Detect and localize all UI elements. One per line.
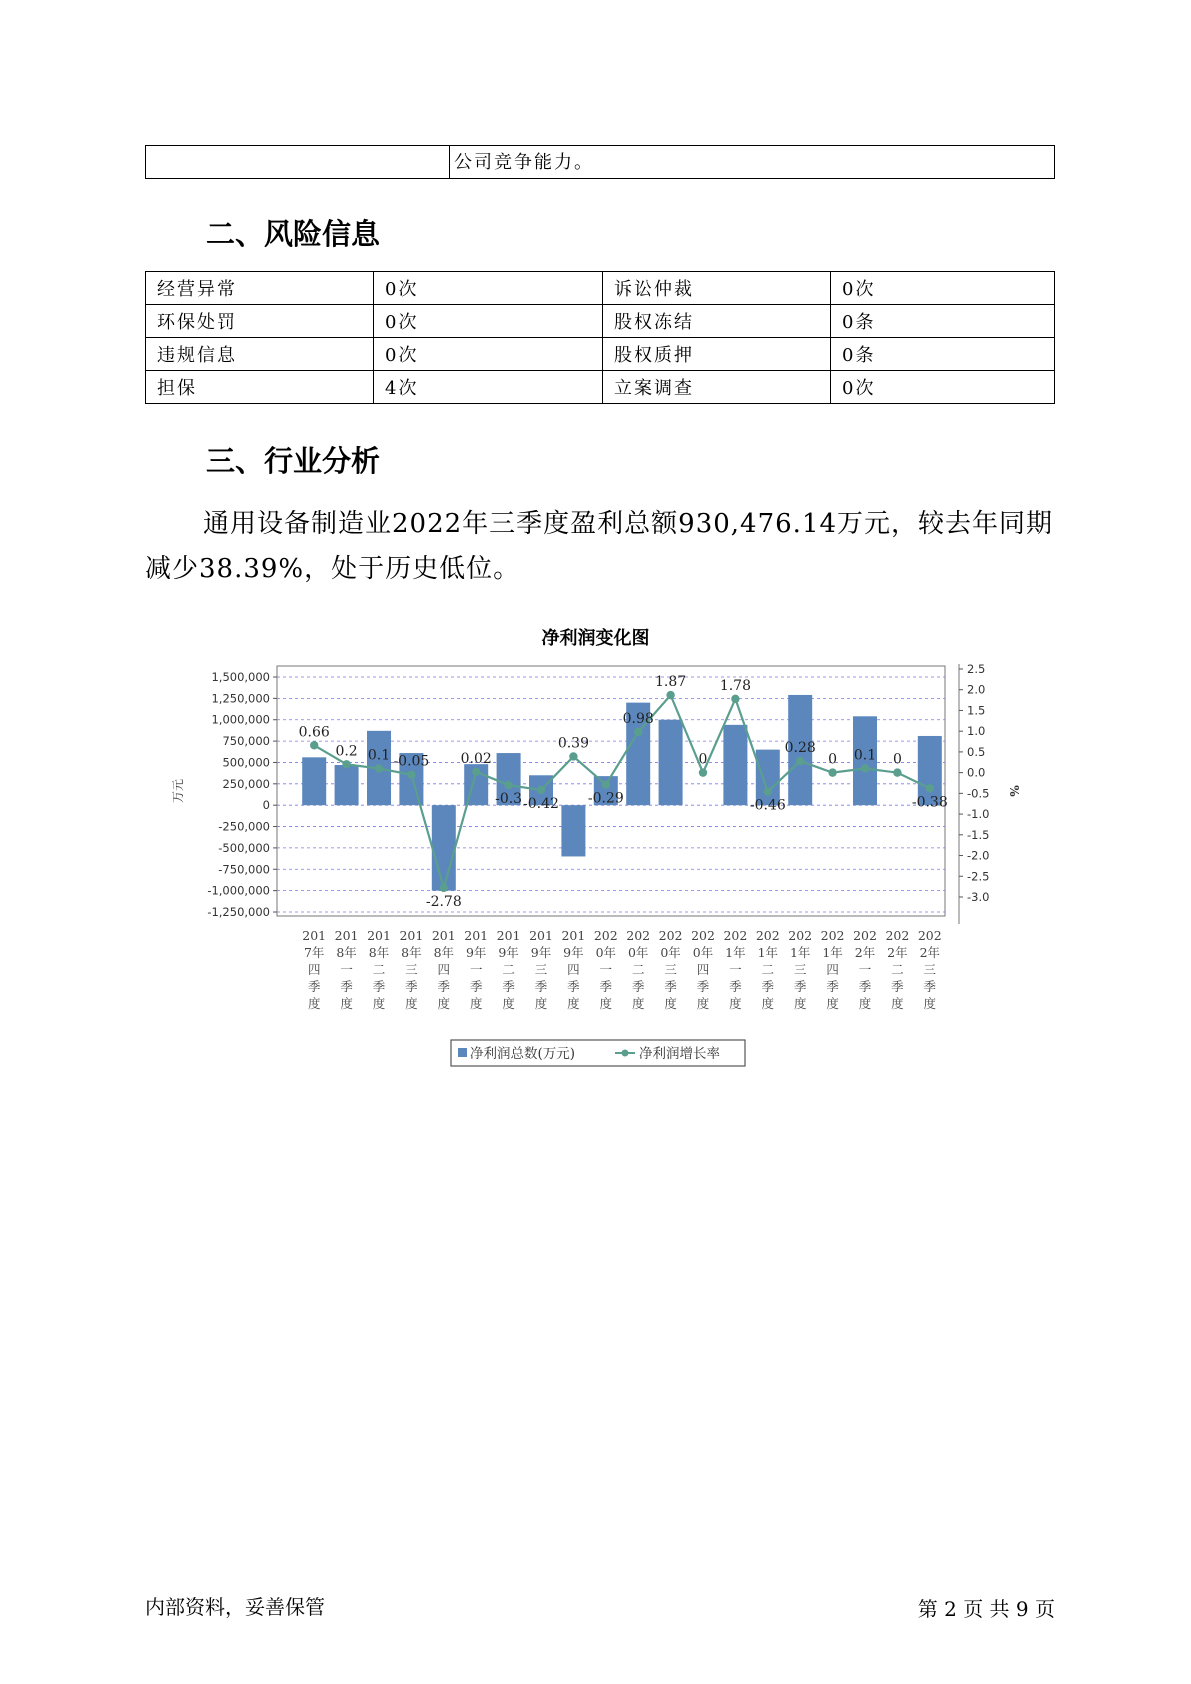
x-tick-label: 度 <box>729 996 742 1011</box>
x-tick-label: 201 <box>367 928 391 943</box>
footer-page-number: 第 2 页 共 9 页 <box>917 1597 1055 1621</box>
section-heading-risk: 二、风险信息 <box>206 217 381 251</box>
risk-value: 0次 <box>831 371 1055 404</box>
x-tick-label: 季 <box>891 979 904 994</box>
x-tick-label: 一 <box>340 962 353 977</box>
y-right-tick-label: -1.5 <box>967 827 990 842</box>
y-left-tick-label: -750,000 <box>218 862 270 877</box>
x-tick-label: 四 <box>696 962 710 977</box>
x-tick-label: 201 <box>561 928 586 943</box>
x-tick-label: 度 <box>502 996 515 1011</box>
data-label: 0 <box>892 751 902 768</box>
risk-label: 立案调查 <box>603 371 831 404</box>
y-right-tick-label: -2.0 <box>967 848 990 863</box>
x-tick-label: 2年 <box>919 945 941 960</box>
x-tick-label: 四 <box>307 962 321 977</box>
y-right-tick-label: -0.5 <box>967 786 990 801</box>
data-label: 1.87 <box>655 674 687 691</box>
x-tick-label: 四 <box>437 962 451 977</box>
x-tick-label: 8年 <box>433 945 455 960</box>
data-label: 0.98 <box>622 711 654 728</box>
x-tick-label: 度 <box>631 996 645 1011</box>
x-tick-label: 二 <box>631 962 645 977</box>
chart-title: 净利润变化图 <box>541 628 650 649</box>
x-tick-label: 季 <box>599 979 613 994</box>
x-tick-label: 季 <box>469 979 483 994</box>
footer-confidential-note: 内部资料，妥善保管 <box>145 1595 325 1619</box>
y-left-tick-label: 1,000,000 <box>211 712 270 727</box>
x-tick-label: 度 <box>599 996 613 1011</box>
x-tick-label: 度 <box>405 996 418 1011</box>
x-tick-label: 9年 <box>563 945 584 960</box>
data-label: 0.66 <box>298 724 330 741</box>
y-right-tick-label: 2.0 <box>967 682 986 697</box>
bar <box>561 805 585 856</box>
x-tick-label: 1年 <box>725 945 746 960</box>
x-tick-label: 202 <box>593 928 618 943</box>
x-tick-label: 季 <box>405 979 418 994</box>
bar <box>335 765 359 805</box>
x-tick-label: 202 <box>885 928 910 943</box>
y-left-tick-label: 0 <box>262 798 270 813</box>
data-label: 0 <box>828 751 838 768</box>
data-label: 0.1 <box>853 747 877 764</box>
x-tick-label: 二 <box>761 962 775 977</box>
x-tick-label: 0年 <box>660 945 681 960</box>
y-left-tick-label: 500,000 <box>222 755 270 770</box>
x-tick-label: 三 <box>534 962 548 977</box>
x-tick-label: 7年 <box>303 945 325 960</box>
x-tick-label: 季 <box>923 979 937 994</box>
growth-rate-point <box>764 788 772 796</box>
table-row <box>146 272 1055 305</box>
y-right-tick-label: -1.0 <box>967 807 990 822</box>
legend-swatch-bar <box>458 1048 467 1057</box>
data-label: 1.78 <box>719 677 751 694</box>
risk-label: 股权冻结 <box>603 305 831 338</box>
x-tick-label: 201 <box>464 928 489 943</box>
x-tick-label: 202 <box>658 928 683 943</box>
growth-rate-point <box>504 781 512 789</box>
x-tick-label: 202 <box>788 928 813 943</box>
x-tick-label: 一 <box>729 962 742 977</box>
y-left-tick-label: 750,000 <box>222 734 270 749</box>
x-tick-label: 一 <box>858 962 872 977</box>
risk-label: 股权质押 <box>603 338 831 371</box>
x-tick-label: 度 <box>437 996 451 1011</box>
data-label: 0.1 <box>367 747 391 764</box>
x-tick-label: 202 <box>917 928 942 943</box>
legend-swatch-point <box>622 1050 629 1057</box>
x-tick-label: 0年 <box>595 945 617 960</box>
x-tick-label: 8年 <box>368 945 390 960</box>
risk-value: 0次 <box>374 305 603 338</box>
growth-rate-point <box>602 780 610 788</box>
x-tick-label: 二 <box>372 962 386 977</box>
risk-label: 环保处罚 <box>146 305 374 338</box>
x-tick-label: 季 <box>729 979 742 994</box>
data-label: -0.3 <box>495 791 523 808</box>
x-tick-label: 季 <box>793 979 807 994</box>
table-row <box>146 305 1055 338</box>
x-tick-label: 季 <box>858 979 872 994</box>
growth-rate-point <box>407 771 415 779</box>
y-right-tick-label: 2.5 <box>967 662 986 676</box>
risk-label: 经营异常 <box>146 272 374 305</box>
data-label: -0.42 <box>523 796 559 813</box>
x-tick-label: 一 <box>469 962 483 977</box>
x-tick-label: 度 <box>307 996 321 1011</box>
y-left-axis-title: 万元 <box>171 778 185 804</box>
x-tick-label: 1年 <box>822 945 843 960</box>
x-tick-label: 四 <box>826 962 839 977</box>
risk-info-table <box>145 271 1055 404</box>
data-label: 0.28 <box>784 740 816 757</box>
y-left-tick-label: -1,250,000 <box>207 905 270 919</box>
x-tick-label: 四 <box>567 962 580 977</box>
growth-rate-point <box>926 784 934 792</box>
x-tick-label: 度 <box>664 996 677 1011</box>
x-tick-label: 三 <box>664 962 677 977</box>
risk-value: 0次 <box>374 338 603 371</box>
y-right-tick-label: 0.5 <box>967 744 986 759</box>
legend-label: 净利润增长率 <box>639 1046 720 1062</box>
growth-rate-point <box>634 728 642 736</box>
x-tick-label: 度 <box>372 996 386 1011</box>
x-tick-label: 202 <box>755 928 780 943</box>
x-tick-label: 度 <box>826 996 839 1011</box>
risk-value: 0条 <box>831 338 1055 371</box>
bar <box>659 720 683 805</box>
growth-rate-point <box>666 691 674 699</box>
x-tick-label: 二 <box>502 962 515 977</box>
y-right-tick-label: -3.0 <box>967 890 990 904</box>
x-tick-label: 201 <box>496 928 521 943</box>
x-tick-label: 季 <box>761 979 775 994</box>
x-tick-label: 度 <box>891 996 904 1011</box>
data-label: -0.46 <box>749 797 786 814</box>
x-tick-label: 季 <box>372 979 386 994</box>
data-label: -0.38 <box>911 794 948 811</box>
x-tick-label: 9年 <box>530 945 552 960</box>
x-tick-label: 201 <box>334 928 359 943</box>
risk-label: 违规信息 <box>146 338 374 371</box>
growth-rate-point <box>472 768 480 776</box>
growth-rate-point <box>893 768 901 776</box>
x-tick-label: 8年 <box>401 945 422 960</box>
x-tick-label: 8年 <box>336 945 357 960</box>
x-tick-label: 季 <box>826 979 839 994</box>
risk-value: 0条 <box>831 305 1055 338</box>
growth-rate-point <box>342 760 350 768</box>
x-tick-label: 9年 <box>465 945 487 960</box>
growth-rate-point <box>796 757 804 765</box>
x-tick-label: 202 <box>853 928 877 943</box>
y-left-tick-label: -250,000 <box>218 819 270 834</box>
x-tick-label: 0年 <box>627 945 649 960</box>
x-tick-label: 度 <box>469 996 483 1011</box>
x-tick-label: 度 <box>858 996 872 1011</box>
x-tick-label: 三 <box>923 962 937 977</box>
growth-rate-point <box>569 752 577 760</box>
x-tick-label: 季 <box>340 979 353 994</box>
table-row <box>146 338 1055 371</box>
x-tick-label: 季 <box>307 979 321 994</box>
x-tick-label: 201 <box>529 928 553 943</box>
industry-paragraph: 通用设备制造业2022年三季度盈利总额930,476.14万元，较去年同期减少38.39%，处于历史低位。 <box>145 509 1054 584</box>
data-label: 0.2 <box>335 743 358 760</box>
x-tick-label: 度 <box>534 996 548 1011</box>
bar <box>723 725 747 805</box>
y-left-tick-label: -1,000,000 <box>207 883 270 898</box>
growth-rate-point <box>731 695 739 703</box>
y-right-tick-label: -2.5 <box>967 869 990 884</box>
x-tick-label: 度 <box>567 996 580 1011</box>
x-tick-label: 201 <box>399 928 424 943</box>
x-tick-label: 201 <box>431 928 456 943</box>
x-tick-label: 季 <box>437 979 451 994</box>
risk-value: 4次 <box>374 371 603 404</box>
growth-rate-point <box>375 764 383 772</box>
x-tick-label: 201 <box>302 928 327 943</box>
x-tick-label: 1年 <box>757 945 779 960</box>
legend-label: 净利润总数(万元) <box>470 1046 576 1062</box>
risk-value: 0次 <box>831 272 1055 305</box>
data-label: 0.39 <box>557 735 589 752</box>
bar <box>302 757 326 805</box>
x-tick-label: 202 <box>691 928 715 943</box>
x-tick-label: 季 <box>502 979 515 994</box>
x-tick-label: 1年 <box>789 945 811 960</box>
growth-rate-point <box>861 764 869 772</box>
data-label: -0.29 <box>587 790 624 807</box>
top-table-row <box>145 145 1055 179</box>
data-label: 0.02 <box>460 750 492 767</box>
growth-rate-point <box>699 768 707 776</box>
x-tick-label: 9年 <box>498 945 519 960</box>
growth-rate-point <box>440 884 448 892</box>
x-tick-label: 三 <box>793 962 807 977</box>
x-tick-label: 2年 <box>887 945 908 960</box>
x-tick-label: 季 <box>534 979 548 994</box>
y-left-tick-label: -500,000 <box>218 840 270 855</box>
x-tick-label: 度 <box>761 996 775 1011</box>
x-tick-label: 2年 <box>854 945 876 960</box>
x-tick-label: 202 <box>723 928 748 943</box>
growth-rate-point <box>828 768 836 776</box>
x-tick-label: 度 <box>340 996 353 1011</box>
y-right-axis-title: % <box>1007 785 1021 797</box>
x-tick-label: 度 <box>793 996 807 1011</box>
y-right-tick-label: 0.0 <box>967 765 986 780</box>
data-label: -0.05 <box>393 753 430 770</box>
x-tick-label: 0年 <box>692 945 714 960</box>
data-label: 0 <box>698 751 708 768</box>
x-tick-label: 一 <box>599 962 613 977</box>
x-tick-label: 二 <box>891 962 904 977</box>
top-table-text-cell: 公司竞争能力。 <box>454 152 594 173</box>
x-tick-label: 季 <box>567 979 580 994</box>
top-table-empty-cell <box>146 146 450 178</box>
y-right-tick-label: 1.0 <box>967 724 986 739</box>
bar <box>432 805 456 890</box>
x-tick-label: 度 <box>923 996 937 1011</box>
growth-rate-point <box>537 786 545 794</box>
y-right-tick-label: 1.5 <box>967 703 986 718</box>
table-row <box>146 371 1055 404</box>
risk-value: 0次 <box>374 272 603 305</box>
risk-label: 诉讼仲裁 <box>603 272 831 305</box>
y-left-tick-label: 1,250,000 <box>211 691 270 706</box>
y-left-tick-label: 1,500,000 <box>211 670 270 684</box>
x-tick-label: 三 <box>405 962 418 977</box>
y-left-tick-label: 250,000 <box>222 776 270 791</box>
x-tick-label: 季 <box>631 979 645 994</box>
net-profit-chart <box>170 655 1030 1075</box>
x-tick-label: 季 <box>696 979 710 994</box>
x-tick-label: 度 <box>696 996 710 1011</box>
risk-label: 担保 <box>146 371 374 404</box>
x-tick-label: 季 <box>664 979 677 994</box>
x-tick-label: 202 <box>820 928 845 943</box>
data-label: -2.78 <box>425 893 462 910</box>
section-heading-industry: 三、行业分析 <box>206 444 381 478</box>
growth-rate-point <box>310 741 318 749</box>
x-tick-label: 202 <box>626 928 651 943</box>
